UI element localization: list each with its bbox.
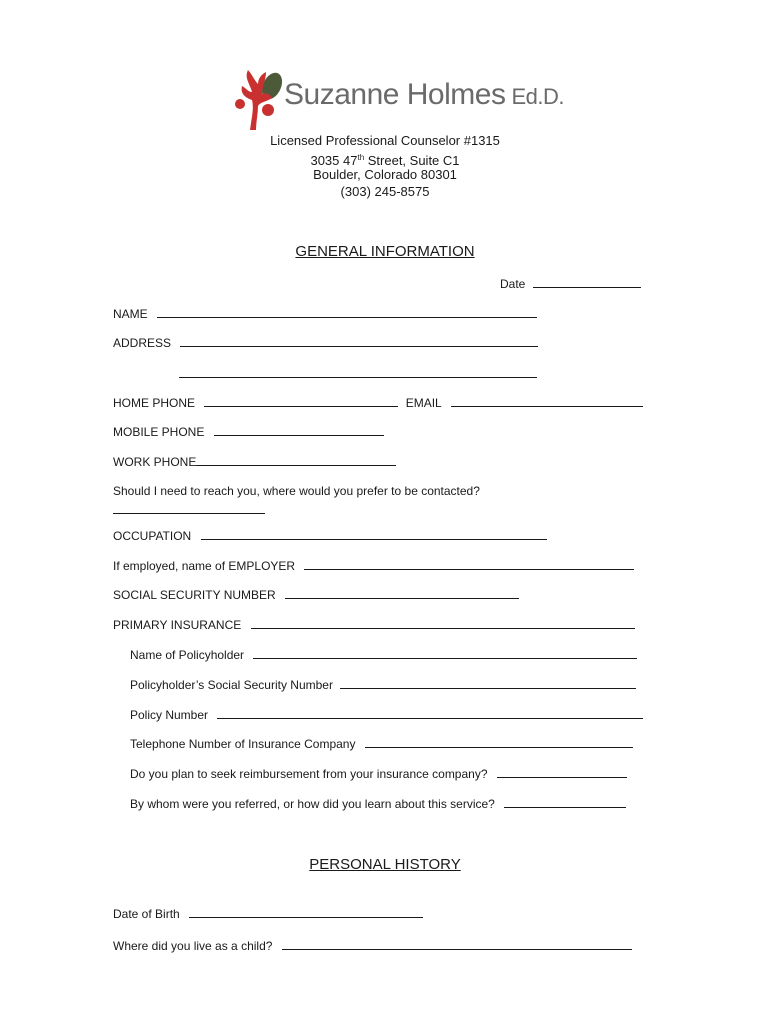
- city-line: Boulder, Colorado 80301: [313, 167, 457, 182]
- employer-field[interactable]: [304, 558, 634, 570]
- reimbursement-label: Do you plan to seek reimbursement from your insurance company?: [130, 767, 488, 781]
- referral-row: [130, 796, 626, 811]
- email-label: EMAIL: [405, 396, 442, 410]
- insurance-phone-row: [130, 736, 633, 751]
- work-phone-label: WORK PHONE: [113, 455, 197, 469]
- personal-history-title: PERSONAL HISTORY: [309, 856, 461, 873]
- occupation-row: [113, 528, 547, 543]
- ssn-field[interactable]: [285, 587, 519, 599]
- work-phone-field[interactable]: [196, 454, 396, 466]
- childhood-residence-row: [113, 938, 632, 953]
- insurance-phone-label: Telephone Number of Insurance Company: [130, 737, 356, 751]
- occupation-field[interactable]: [201, 528, 547, 540]
- dob-field[interactable]: [189, 906, 423, 918]
- childhood-residence-field[interactable]: [282, 938, 632, 950]
- address-label: ADDRESS: [113, 336, 172, 350]
- policy-number-field[interactable]: [217, 707, 643, 719]
- contact-preference-label: Should I need to reach you, where would you prefer to be contacted?: [113, 484, 480, 498]
- date-label: Date: [500, 277, 526, 291]
- street-number: 3035 47: [310, 153, 358, 168]
- logo-name: Suzanne Holmes: [284, 78, 506, 111]
- practice-logo: [232, 64, 564, 132]
- date-field[interactable]: [533, 276, 641, 288]
- address-row-2: [179, 366, 537, 381]
- primary-insurance-label: PRIMARY INSURANCE: [113, 618, 242, 632]
- insurance-phone-field[interactable]: [365, 736, 633, 748]
- policy-number-label: Policy Number: [130, 708, 209, 722]
- home-phone-field[interactable]: [204, 395, 398, 407]
- dob-row: [113, 906, 423, 921]
- policyholder-label: Name of Policyholder: [130, 648, 245, 662]
- referral-label: By whom were you referred, or how did you learn about this service?: [130, 797, 495, 811]
- license-line: Licensed Professional Counselor #1315: [270, 133, 500, 148]
- name-label: NAME: [113, 307, 148, 321]
- reimbursement-row: [130, 766, 627, 781]
- mobile-phone-row: [113, 424, 384, 439]
- home-phone-label: HOME PHONE: [113, 396, 196, 410]
- ssn-label: SOCIAL SECURITY NUMBER: [113, 588, 276, 602]
- employer-label: If employed, name of EMPLOYER: [113, 559, 296, 573]
- reimbursement-field[interactable]: [497, 766, 627, 778]
- policyholder-field[interactable]: [253, 647, 637, 659]
- policyholder-row: [130, 647, 637, 662]
- employer-row: [113, 558, 634, 573]
- email-field[interactable]: [451, 395, 643, 407]
- logo-wordmark: [284, 78, 564, 112]
- policyholder-ssn-row: [130, 677, 636, 692]
- street-suffix: th: [357, 153, 365, 162]
- primary-insurance-field[interactable]: [251, 617, 635, 629]
- policyholder-ssn-field[interactable]: [340, 677, 636, 689]
- occupation-label: OCCUPATION: [113, 529, 192, 543]
- name-row: [113, 306, 537, 321]
- mobile-phone-label: MOBILE PHONE: [113, 425, 205, 439]
- address-field-line2[interactable]: [179, 366, 537, 378]
- work-phone-row: [113, 454, 396, 469]
- primary-insurance-row: [113, 617, 635, 632]
- general-information-title: GENERAL INFORMATION: [295, 243, 475, 260]
- phone-line: (303) 245-8575: [340, 184, 430, 199]
- ssn-row: [113, 587, 519, 602]
- policy-number-row: [130, 707, 643, 722]
- dob-label: Date of Birth: [113, 907, 180, 921]
- address-row: [113, 335, 538, 350]
- street-rest: Street, Suite C1: [364, 153, 460, 168]
- policyholder-ssn-label: Policyholder’s Social Security Number: [130, 678, 333, 692]
- mobile-phone-field[interactable]: [214, 424, 384, 436]
- address-field-line1[interactable]: [180, 335, 538, 347]
- leaf-logo-icon: [232, 64, 292, 132]
- name-field[interactable]: [157, 306, 537, 318]
- childhood-residence-label: Where did you live as a child?: [113, 939, 273, 953]
- referral-field[interactable]: [504, 796, 626, 808]
- home-phone-row: [113, 395, 643, 410]
- date-row: [500, 276, 641, 291]
- contact-preference-row: [113, 502, 265, 517]
- contact-preference-field[interactable]: [113, 502, 265, 514]
- logo-suffix: Ed.D.: [511, 84, 564, 109]
